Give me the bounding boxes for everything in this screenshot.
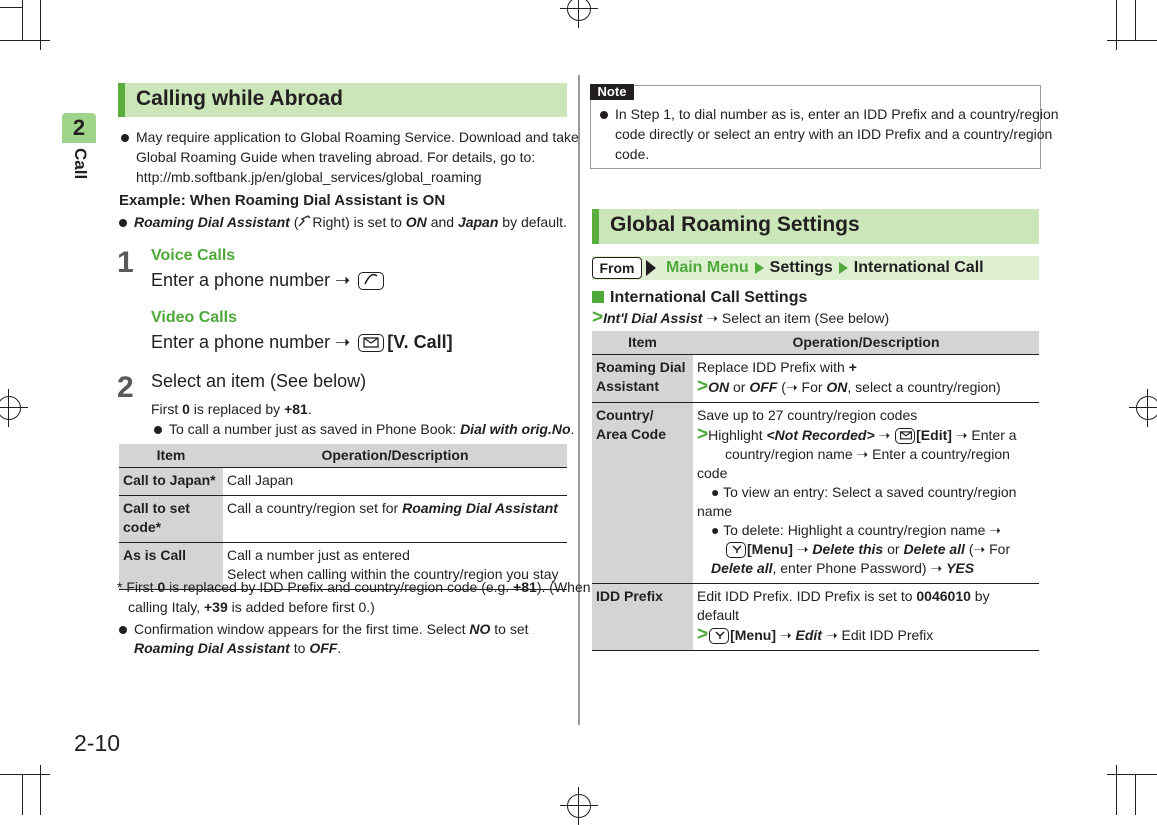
default-note: Roaming Dial Assistant ( Right) is set to ON and Japan by default.	[134, 214, 567, 230]
section-title: Calling while Abroad	[136, 87, 343, 110]
chapter-number: 2	[62, 113, 96, 143]
registration-mark	[1129, 389, 1157, 427]
video-calls-label: Video Calls	[151, 309, 237, 326]
note-line-2: code directly or select an entry with an IDD Prefix and a country/region	[615, 126, 1053, 142]
footnote-line-2: calling Italy, +39 is added before first 0.)	[128, 599, 375, 615]
crop-mark	[0, 40, 50, 41]
crop-mark	[1135, 774, 1136, 815]
menu-key-icon	[726, 542, 746, 558]
section-header-global-roaming	[592, 209, 1039, 244]
table-header: Item	[592, 331, 693, 355]
example-heading: Example: When Roaming Dial Assistant is ON	[119, 192, 446, 209]
from-tag: From	[592, 257, 642, 279]
nav-international-call: International Call	[853, 259, 984, 276]
international-call-table	[592, 331, 1039, 651]
crop-mark	[22, 774, 23, 815]
call-key-icon	[358, 272, 384, 290]
step2-sub-bullet: To call a number just as saved in Phone Book: Dial with orig.No.	[169, 421, 575, 437]
table-header: Operation/Description	[693, 331, 1039, 355]
crop-mark	[0, 774, 50, 775]
nav-main-menu: Main Menu	[666, 259, 749, 276]
mail-key-icon	[358, 334, 384, 352]
crop-mark	[1107, 774, 1157, 775]
intro-line-3: http://mb.softbank.jp/en/global_services/global_roaming	[136, 169, 482, 185]
table-header: Operation/Description	[223, 444, 567, 468]
table-row: IDD Prefix Edit IDD Prefix. IDD Prefix is set to 0046010 by default > [Menu] ➝ Edit ➝ Edit IDD Prefix	[592, 584, 1039, 651]
call-options-table	[119, 444, 567, 590]
registration-mark	[0, 389, 28, 427]
note-line-3: code.	[615, 146, 650, 162]
intro-line-2: Global Roaming Guide when traveling abroad. For details, go to:	[136, 149, 536, 165]
footnote-line-1: * First 0 is replaced by IDD Prefix and country/region code (e.g. +81). (When	[117, 579, 591, 595]
confirm-note-line-2: Roaming Dial Assistant to OFF.	[134, 640, 342, 656]
intro-line-1: May require application to Global Roaming Service. Download and take	[136, 129, 579, 145]
registration-mark	[560, 787, 598, 825]
chapter-name: Call	[71, 148, 90, 180]
table-row: Country/ Area Code Save up to 27 country/region codes >Highlight <Not Recorded> ➝ [Edit] ➝ Enter a country/region name ➝ Enter a country/region code ● To view an entry: Select a saved country/region name ● To delete: Highlight a country/region name ➝ [Menu] ➝ Delete this or Delete all (➝ For Delete all, enter Phone Password) ➝ YES	[592, 403, 1039, 584]
voice-calls-label: Voice Calls	[151, 247, 236, 264]
page-number: 2-10	[74, 730, 121, 756]
menu-key-icon	[709, 628, 729, 644]
voice-calls-instruction: Enter a phone number ➝	[151, 270, 387, 291]
path-instruction: >Int'l Dial Assist ➝ Select an item (See below)	[592, 307, 890, 328]
table-row: Roaming Dial Assistant Replace IDD Prefix with + >ON or OFF (➝ For ON, select a country/region)	[592, 355, 1039, 403]
crop-mark	[40, 765, 41, 815]
video-calls-instruction: Enter a phone number ➝ [V. Call]	[151, 332, 453, 352]
mail-key-icon	[895, 428, 915, 444]
section-header-calling-abroad	[118, 83, 567, 117]
confirm-note: Confirmation window appears for the first time. Select NO to set	[134, 621, 529, 637]
note-tab: Note	[590, 84, 634, 100]
crop-mark	[0, 7, 22, 8]
table-row: Call to set code* Call a country/region set for Roaming Dial Assistant	[119, 496, 567, 543]
crop-mark	[1116, 765, 1117, 815]
crop-mark	[1107, 40, 1157, 41]
table-row: As is Call Call a number just as entered Select when calling within the country/region you stay	[119, 543, 567, 590]
step-number: 1	[117, 246, 134, 279]
nav-settings: Settings	[769, 259, 833, 276]
menu-path	[646, 258, 984, 277]
step2-instruction: Select an item (See below)	[151, 371, 367, 391]
crop-mark	[1135, 0, 1136, 40]
step2-first-line: First 0 is replaced by +81.	[151, 401, 312, 417]
crop-mark	[22, 0, 23, 40]
column-divider	[578, 75, 580, 725]
subsection-title: International Call Settings	[592, 288, 807, 307]
section-title: Global Roaming Settings	[610, 213, 860, 236]
step-number: 2	[117, 371, 134, 404]
crop-mark	[1116, 0, 1117, 50]
table-row: Call to Japan* Call Japan	[119, 468, 567, 496]
registration-mark	[560, 0, 598, 28]
note-line-1: In Step 1, to dial number as is, enter an IDD Prefix and a country/region	[615, 106, 1059, 122]
table-header: Item	[119, 444, 223, 468]
crop-mark	[40, 0, 41, 50]
